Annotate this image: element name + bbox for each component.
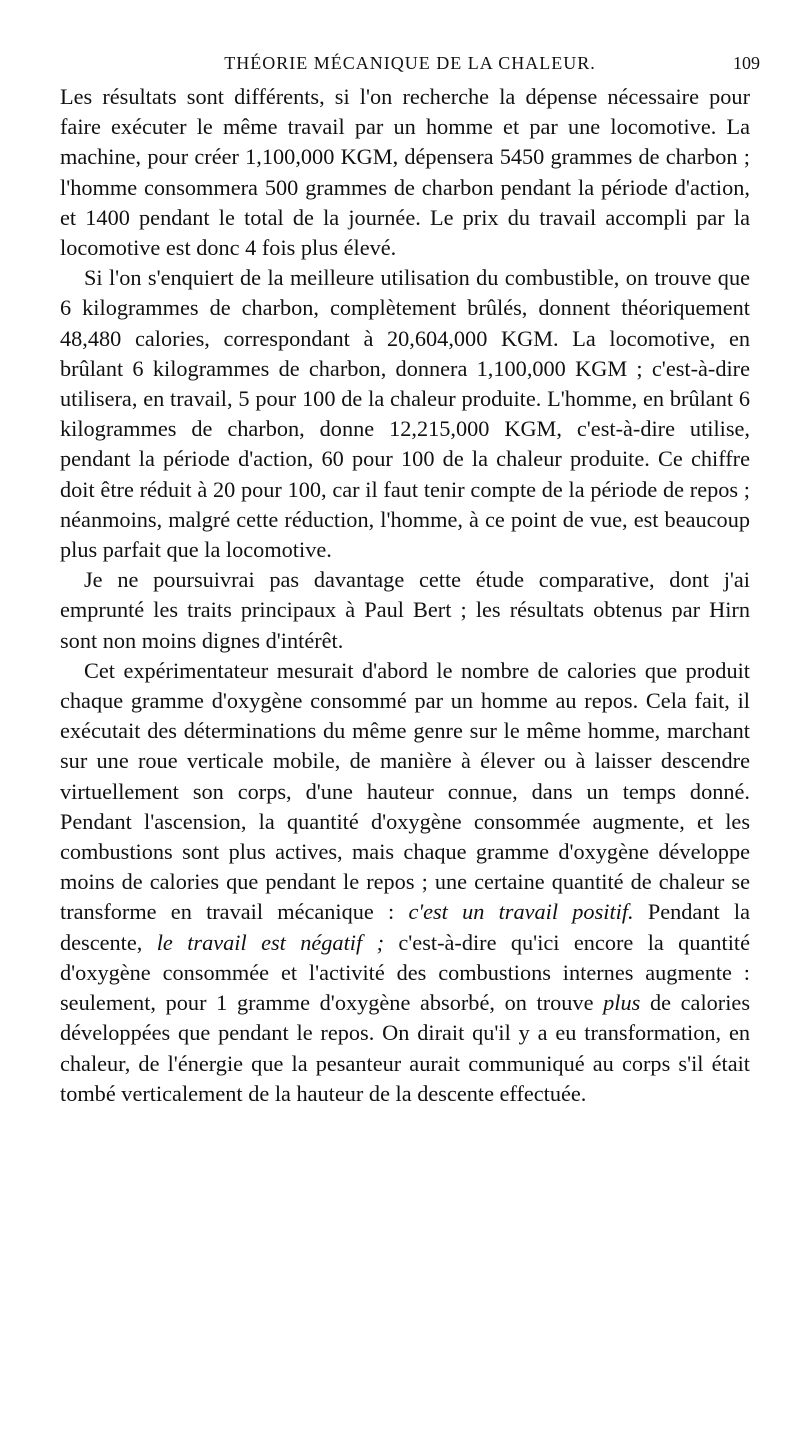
running-title: THÉORIE MÉCANIQUE DE LA CHALEUR.: [224, 53, 596, 73]
italic-plus: plus: [603, 990, 641, 1016]
paragraph-4-part-2: Pendant la descente,: [60, 899, 750, 955]
paragraph-4-part-4: de calories développées que pendant le repos. On dirait qu'il y a eu transformation, en chaleur, de l'énergie que la pesanteur aurait communiqué au corps s'il était tombé verticalement de la hauteur de la descente effectuée.: [60, 990, 750, 1106]
paragraph-2: Si l'on s'enquiert de la meilleure utilisation du combustible, on trouve que 6 kilogrammes de charbon, complètement brûlés, donnent théoriquement 48,480 calories, correspondant à 20,604,000 KGM. La locomotive, en brûlant 6 kilogrammes de charbon, donnera 1,100,000 KGM ; c'est-à-dire utilisera, en travail, 5 pour 100 de la chaleur produite. L'homme, en brûlant 6 kilogrammes de charbon, donne 12,215,000 KGM, c'est-à-dire utilise, pendant la période d'action, 60 pour 100 de la chaleur produite. Ce chiffre doit être réduit à 20 pour 100, car il faut tenir compte de la période de repos ; néanmoins, malgré cette réduction, l'homme, à ce point de vue, est beaucoup plus parfait que la locomotive.: [60, 265, 750, 563]
body-text: [60, 82, 750, 1109]
running-head: [60, 48, 760, 78]
paragraph-4-part-3: c'est-à-dire qu'ici encore la quantité d'oxygène consommée et l'activité des combustions internes augmente : seulement, pour 1 gramme d'oxygène absorbé, on trouve: [60, 929, 751, 1016]
paragraph-4-part-1: Cet expérimentateur mesurait d'abord le nombre de calories que produit chaque gramme d'oxygène consommé par un homme au repos. Cela fait, il exécutait des déterminations du même genre sur le même homme, marchant sur une roue verticale mobile, de manière à élever ou à laisser descendre virtuellement son corps, d'une hauteur connue, dans un temps donné. Pendant l'ascension, la quantité d'oxygène consommée augmente, et les combustions sont plus actives, mais chaque gramme d'oxygène développe moins de calories que pendant le repos ; une certaine quantité de chaleur se transforme en travail mécanique :: [60, 657, 750, 925]
italic-travail-positif: c'est un travail positif.: [408, 899, 634, 925]
paragraph-4: [60, 656, 750, 1109]
page-number: 109: [733, 53, 760, 73]
italic-travail-negatif: le travail est négatif ;: [156, 929, 384, 955]
paragraph-1: Les résultats sont différents, si l'on recherche la dépense nécessaire pour faire exécuter le même travail par un homme et par une locomotive. La machine, pour créer 1,100,000 KGM, dépensera 5450 grammes de charbon ; l'homme consommera 500 grammes de charbon pendant la période d'action, et 1400 pendant le total de la journée. Le prix du travail accompli par la locomotive est donc 4 fois plus élevé.: [60, 84, 750, 261]
paragraph-3: Je ne poursuivrai pas davantage cette étude comparative, dont j'ai emprunté les traits principaux à Paul Bert ; les résultats obtenus par Hirn sont non moins dignes d'intérêt.: [60, 567, 750, 653]
